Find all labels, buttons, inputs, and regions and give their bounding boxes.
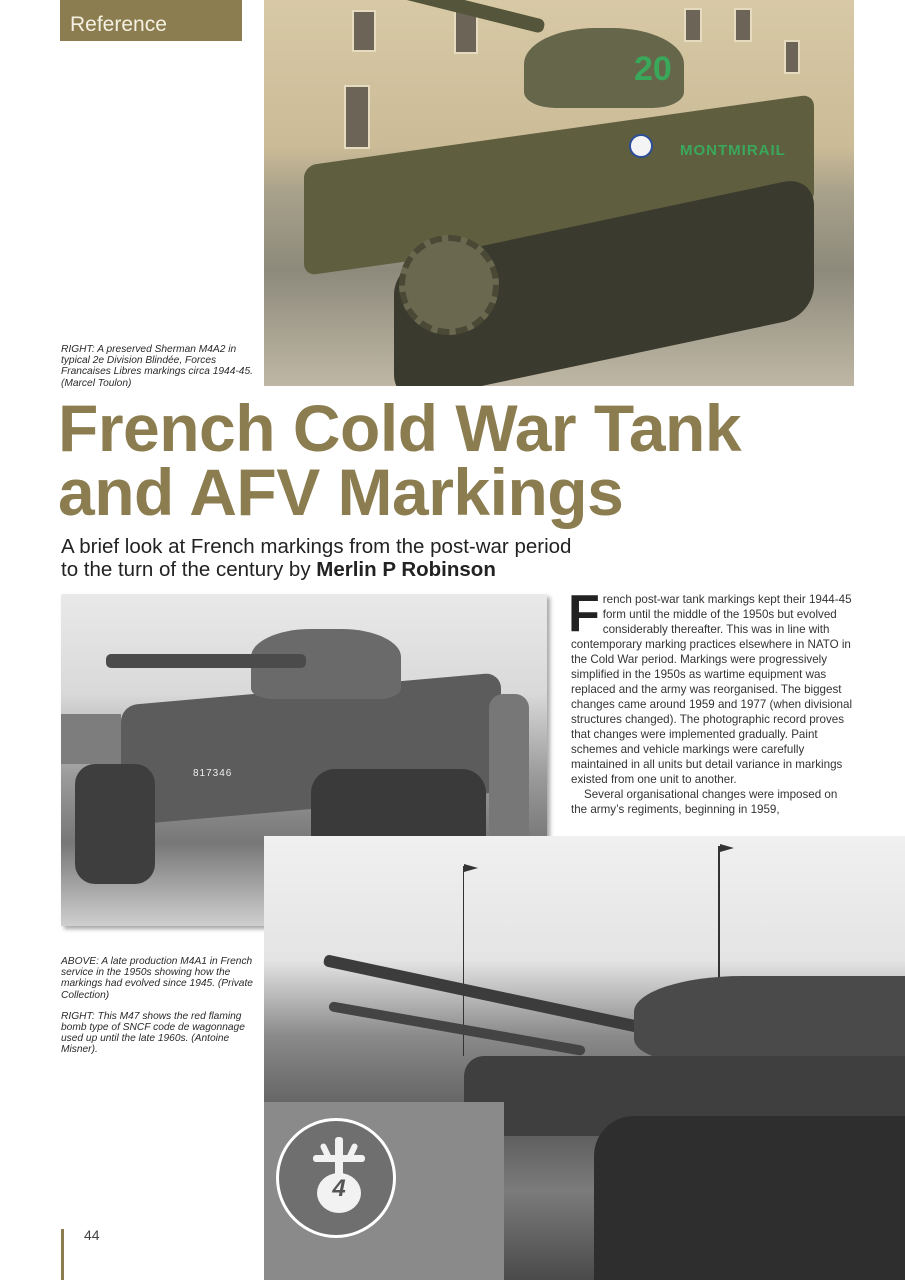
allied-star-roundel [629, 134, 653, 158]
title-line-2: and AFV Markings [58, 455, 624, 529]
standfirst-line-2: to the turn of the century by Merlin P Robinson [61, 558, 496, 581]
flaming-bomb-badge [276, 1118, 396, 1238]
tank-gun-barrel [323, 954, 648, 1034]
badge-digit: 4 [332, 1175, 346, 1202]
tank-gun-barrel [106, 654, 306, 668]
tank-track [594, 1116, 905, 1280]
building-window [734, 8, 752, 42]
building-window [684, 8, 702, 42]
folio-rule [61, 1229, 64, 1280]
page-number: 44 [84, 1227, 100, 1243]
turret-number: 20 [634, 50, 672, 88]
paragraph-2: Several organisational changes were imposed on the army’s regiments, beginning in 1959, [571, 788, 838, 816]
pennant-flag [464, 864, 478, 872]
photo-sherman-m4a2 [264, 0, 854, 386]
left-track [75, 764, 155, 884]
caption-m4a1: ABOVE: A late production M4A1 in French service in the 1950s showing how the markings had evolved since 1945. (Private Collection) [61, 956, 253, 1001]
standfirst [61, 535, 621, 581]
caption-sherman: RIGHT: A preserved Sherman M4A2 in typical 2e Division Blindée, Forces Francaises Libres markings circa 1944-45. (Marcel Toulon) [61, 344, 253, 389]
article-body [568, 585, 855, 817]
flame-icon [313, 1155, 365, 1162]
standfirst-line-1: A brief look at French markings from the post-war period [61, 535, 572, 558]
section-label: Reference [60, 0, 242, 41]
building-window [784, 40, 800, 74]
building-window [352, 10, 376, 52]
paragraph-1: French post-war tank markings kept their 1944-45 form until the middle of the 1950s but evolved considerably thereafter. This was in line with contemporary marking practices elsewhere in NATO in the Cold War period. Markings were progressively simplified in the 1950s as wartime equipment was replaced and the army was reorganised. The biggest changes came around 1959 and 1977 (when divisional structures changed). The photographic record proves that changes were implemented gradually. Paint schemes and vehicle markings were carefully maintained in all units but detail variance in markings existed from one unit to another. [568, 585, 853, 786]
title-line-1: French Cold War Tank [58, 391, 742, 465]
drive-sprocket [399, 235, 499, 335]
drop-cap: F [568, 585, 600, 643]
tank-turret [634, 976, 905, 1066]
caption-group [61, 956, 261, 1066]
hull-name: MONTMIRAIL [680, 142, 786, 159]
author-name: Merlin P Robinson [316, 558, 496, 581]
flaming-bomb-icon [317, 1173, 361, 1213]
caption-m47: RIGHT: This M47 shows the red flaming bomb type of SNCF code de wagonnage used up until the late 1960s. (Antoine Misner). [61, 1010, 245, 1056]
building-window [344, 85, 370, 149]
background-building [61, 714, 121, 764]
registration-number: 817346 [193, 768, 233, 779]
page-title [58, 391, 898, 529]
pennant-flag [720, 844, 734, 852]
